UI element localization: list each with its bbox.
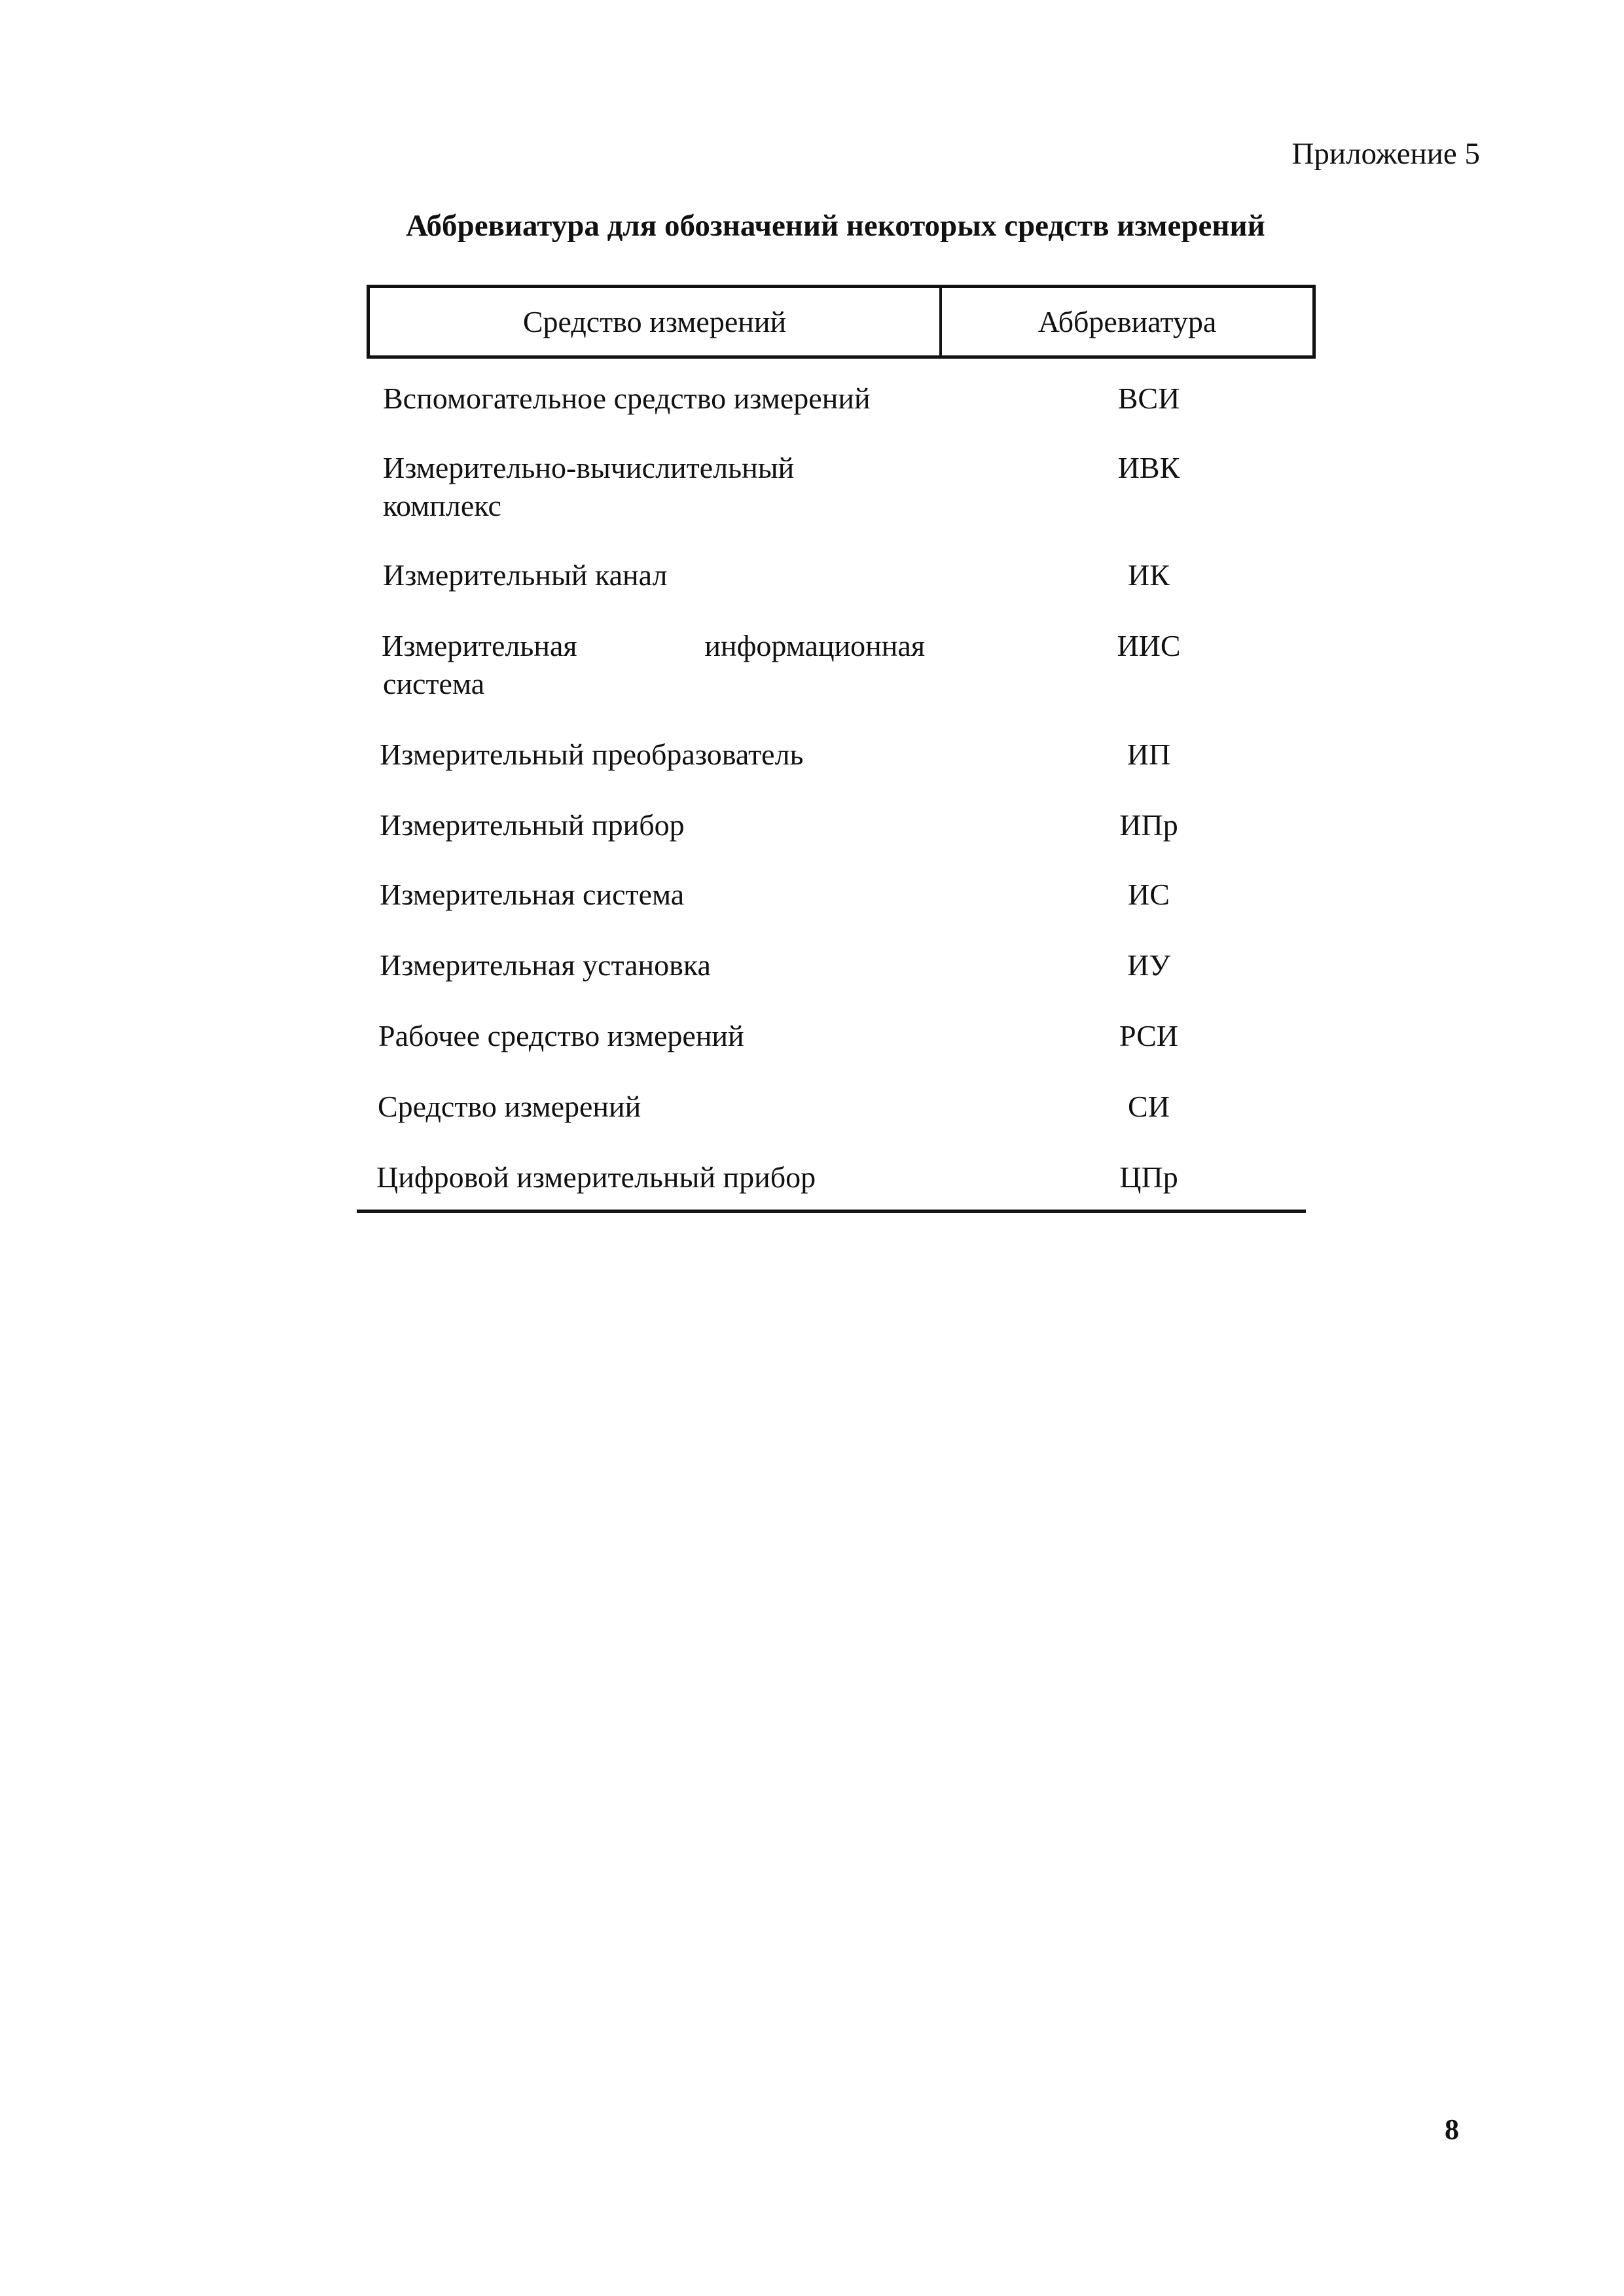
column-header-instrument: Средство измерений bbox=[370, 288, 942, 355]
row-abbreviation: ИВК bbox=[1117, 451, 1180, 484]
row-abbreviation: ИПр bbox=[1119, 808, 1178, 842]
row-instrument-name: Средство измерений bbox=[378, 1090, 641, 1123]
row-instrument-name: Измерительная система bbox=[380, 878, 685, 911]
row-instrument-name bbox=[382, 627, 925, 703]
row-instrument-name bbox=[383, 449, 913, 525]
document-title: Аббревиатура для обозначений некоторых средств измерений bbox=[406, 209, 1265, 243]
row-abbreviation: ВСИ bbox=[1117, 382, 1180, 415]
row-abbreviation: ИС bbox=[1128, 878, 1170, 911]
column-header-abbreviation: Аббревиатура bbox=[1038, 305, 1217, 338]
row-name-word: информационная bbox=[704, 629, 925, 662]
row-name-word: Измерительная bbox=[382, 629, 577, 662]
row-instrument-name: Рабочее средство измерений bbox=[378, 1019, 744, 1052]
row-abbreviation: ИИС bbox=[1117, 629, 1181, 662]
row-name-line: система bbox=[383, 667, 485, 700]
row-instrument-name: Измерительный канал bbox=[383, 558, 668, 592]
appendix-label: Приложение 5 bbox=[1291, 137, 1480, 171]
row-instrument-name: Вспомогательное средство измерений bbox=[383, 382, 871, 415]
row-name-line bbox=[382, 627, 925, 665]
row-abbreviation: РСИ bbox=[1119, 1019, 1179, 1052]
table-bottom-rule bbox=[357, 1210, 1306, 1213]
row-instrument-name: Цифровой измерительный прибор bbox=[376, 1160, 816, 1194]
row-abbreviation: ИП bbox=[1127, 738, 1171, 771]
row-instrument-name: Измерительная установка bbox=[380, 948, 711, 982]
page-number: 8 bbox=[1445, 2113, 1459, 2145]
row-abbreviation: ИУ bbox=[1127, 948, 1170, 982]
row-abbreviation: ИК bbox=[1128, 558, 1170, 592]
row-instrument-name: Измерительный преобразователь bbox=[380, 738, 804, 771]
row-instrument-name: Измерительный прибор bbox=[380, 808, 685, 842]
row-name-line: комплекс bbox=[383, 489, 501, 522]
row-abbreviation: СИ bbox=[1128, 1090, 1170, 1123]
table-header bbox=[367, 285, 1316, 359]
row-abbreviation: ЦПр bbox=[1119, 1160, 1178, 1194]
row-name-line: Измерительно-вычислительный bbox=[383, 451, 795, 484]
